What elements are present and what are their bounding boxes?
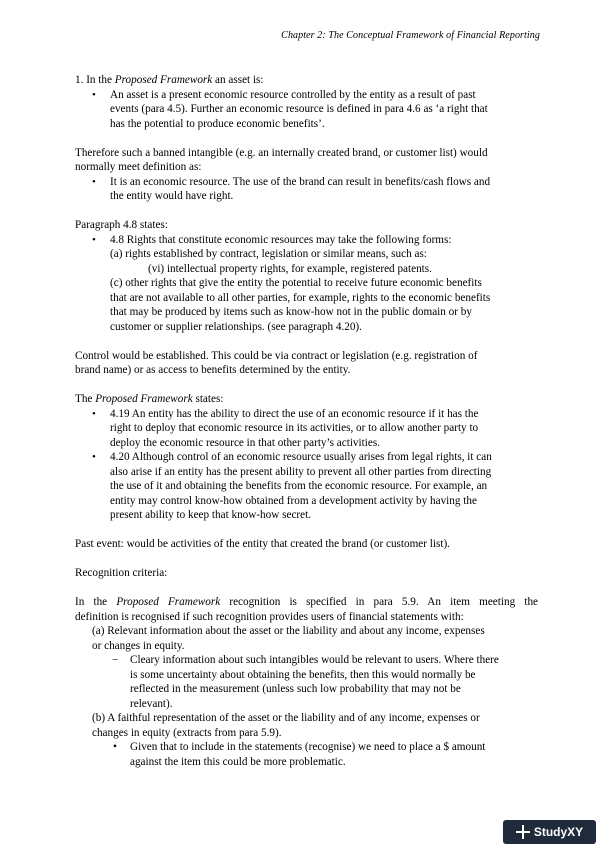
bullet-419 — [75, 407, 538, 451]
studyxy-logo[interactable] — [503, 820, 596, 844]
logo-text: StudyXY — [533, 825, 584, 839]
recognition-dash-line: relevant). — [130, 697, 173, 710]
para48-sub-c-line: (c) other rights that give the entity the potential to receive future economic benefits — [110, 277, 482, 289]
q1-intro-post: an asset is: — [212, 74, 264, 86]
q1-intro-pre: 1. In the — [75, 74, 115, 86]
q1-intro-em: Proposed Framework — [114, 74, 213, 86]
framework-intro-em: Proposed Framework — [95, 393, 193, 405]
control-line: Control would be established. This could be via contract or legislation (e.g. registration of — [75, 349, 478, 362]
para48-sub-c-line: customer or supplier relationships. (see paragraph 4.20). — [110, 320, 362, 333]
therefore-bullet-line: • It is an economic resource. The use of the brand can result in benefits/cash flows and — [110, 175, 491, 188]
bullet-420-line: present ability to keep that know-how secret. — [110, 509, 312, 521]
q1-bullet-line: has the potential to produce economic benefits’. — [110, 117, 325, 130]
therefore-bullet-line: the entity would have right. — [110, 190, 234, 202]
para48-title: Paragraph 4.8 states: — [75, 219, 168, 231]
q1-bullet-line: events (para 4.5). Further an economic resource is defined in para 4.6 as ‘a right that — [110, 103, 488, 115]
plus-icon — [516, 825, 530, 839]
page-header: Chapter 2: The Conceptual Framework of Financial Reporting — [281, 30, 540, 41]
q1-bullet-line: • An asset is a present economic resource controlled by the entity as a result of past — [110, 88, 476, 101]
recognition-line1-pre: In the — [75, 596, 117, 608]
para48-sub-vi: (vi) intellectual property rights, for example, registered patents. — [148, 262, 432, 275]
recognition-b — [75, 711, 538, 740]
control-line: brand name) or as access to benefits determined by the entity. — [75, 364, 351, 376]
bullet-420-line: also arise if an entity has the present ability to prevent all other parties from directing — [110, 465, 492, 478]
framework-intro-post: states: — [192, 393, 224, 405]
recognition-a-line: (a) Relevant information about the asset or the liability and about any income, expenses — [92, 625, 485, 637]
q1-bullet — [75, 88, 538, 132]
recognition-a — [75, 624, 538, 653]
recognition-b-line: (b) A faithful representation of the asset or the liability and of any income, expenses or — [92, 712, 480, 724]
bullet-420-line: the use of it and obtaining the benefits from the economic resource. For example, an — [110, 480, 488, 492]
bullet-420-line: entity may control know-how obtained from a development activity by having the — [110, 494, 477, 507]
para48-sub-c-line: that are not available to all other parties, for example, rights to the economic benefits — [110, 291, 491, 304]
recognition-bullet-line: • Given that to include in the statements (recognise) we need to place a $ amount — [130, 741, 486, 753]
bullet-419-line: deploy the economic resource in that other party’s activities. — [110, 436, 380, 449]
recognition-b-line: changes in equity (extracts from para 5.9). — [92, 726, 282, 739]
para48-sub-a: (a) rights established by contract, legislation or similar means, such as: — [110, 248, 427, 260]
para48-bullet — [75, 233, 538, 262]
therefore-bullet — [75, 175, 538, 204]
recognition-line1-post: recognition is specified in para 5.9. An item meeting the — [220, 596, 538, 608]
bullet-419-line: right to deploy that economic resource in its activities, or to allow another party to — [110, 422, 479, 434]
therefore-line: normally meet definition as: — [75, 161, 202, 173]
recognition-line-1 — [75, 595, 538, 610]
recognition-dash — [75, 653, 538, 711]
recognition-title: Recognition criteria: — [75, 567, 168, 579]
bullet-420 — [75, 450, 538, 523]
recognition-line1-em: Proposed Framework — [116, 596, 221, 608]
framework-intro — [75, 392, 538, 407]
therefore-line: Therefore such a banned intangible (e.g. an internally created brand, or customer list) would — [75, 146, 488, 159]
recognition-dash-line: is some uncertainty about obtaining the benefits, then this would normally be — [130, 668, 476, 681]
framework-intro-pre: The — [75, 393, 96, 405]
past-event: Past event: would be activities of the entity that created the brand (or customer list). — [75, 538, 450, 550]
bullet-419-line: • 4.19 An entity has the ability to direct the use of an economic resource if it has the — [110, 407, 479, 420]
document-body — [75, 73, 538, 769]
recognition-dash-line: reflected in the measurement (unless such low probability that may not be — [130, 683, 461, 695]
para48-sub-c — [75, 276, 538, 334]
recognition-bullet-line: against the item this could be more problematic. — [130, 755, 346, 768]
q1-intro — [75, 73, 538, 88]
recognition-line-2: definition is recognised if such recognition provides users of financial statements with: — [75, 610, 464, 623]
recognition-dash-line: − Cleary information about such intangibles would be relevant to users. Where there — [130, 654, 499, 666]
recognition-a-line: or changes in equity. — [92, 639, 185, 652]
para48-bullet-line: • 4.8 Rights that constitute economic resources may take the following forms: — [110, 233, 452, 246]
bullet-420-line: • 4.20 Although control of an economic resource usually arises from legal rights, it can — [110, 451, 492, 463]
para48-sub-c-line: that may be produced by items such as know-how not in the public domain or by — [110, 306, 472, 318]
recognition-bullet — [75, 740, 538, 769]
